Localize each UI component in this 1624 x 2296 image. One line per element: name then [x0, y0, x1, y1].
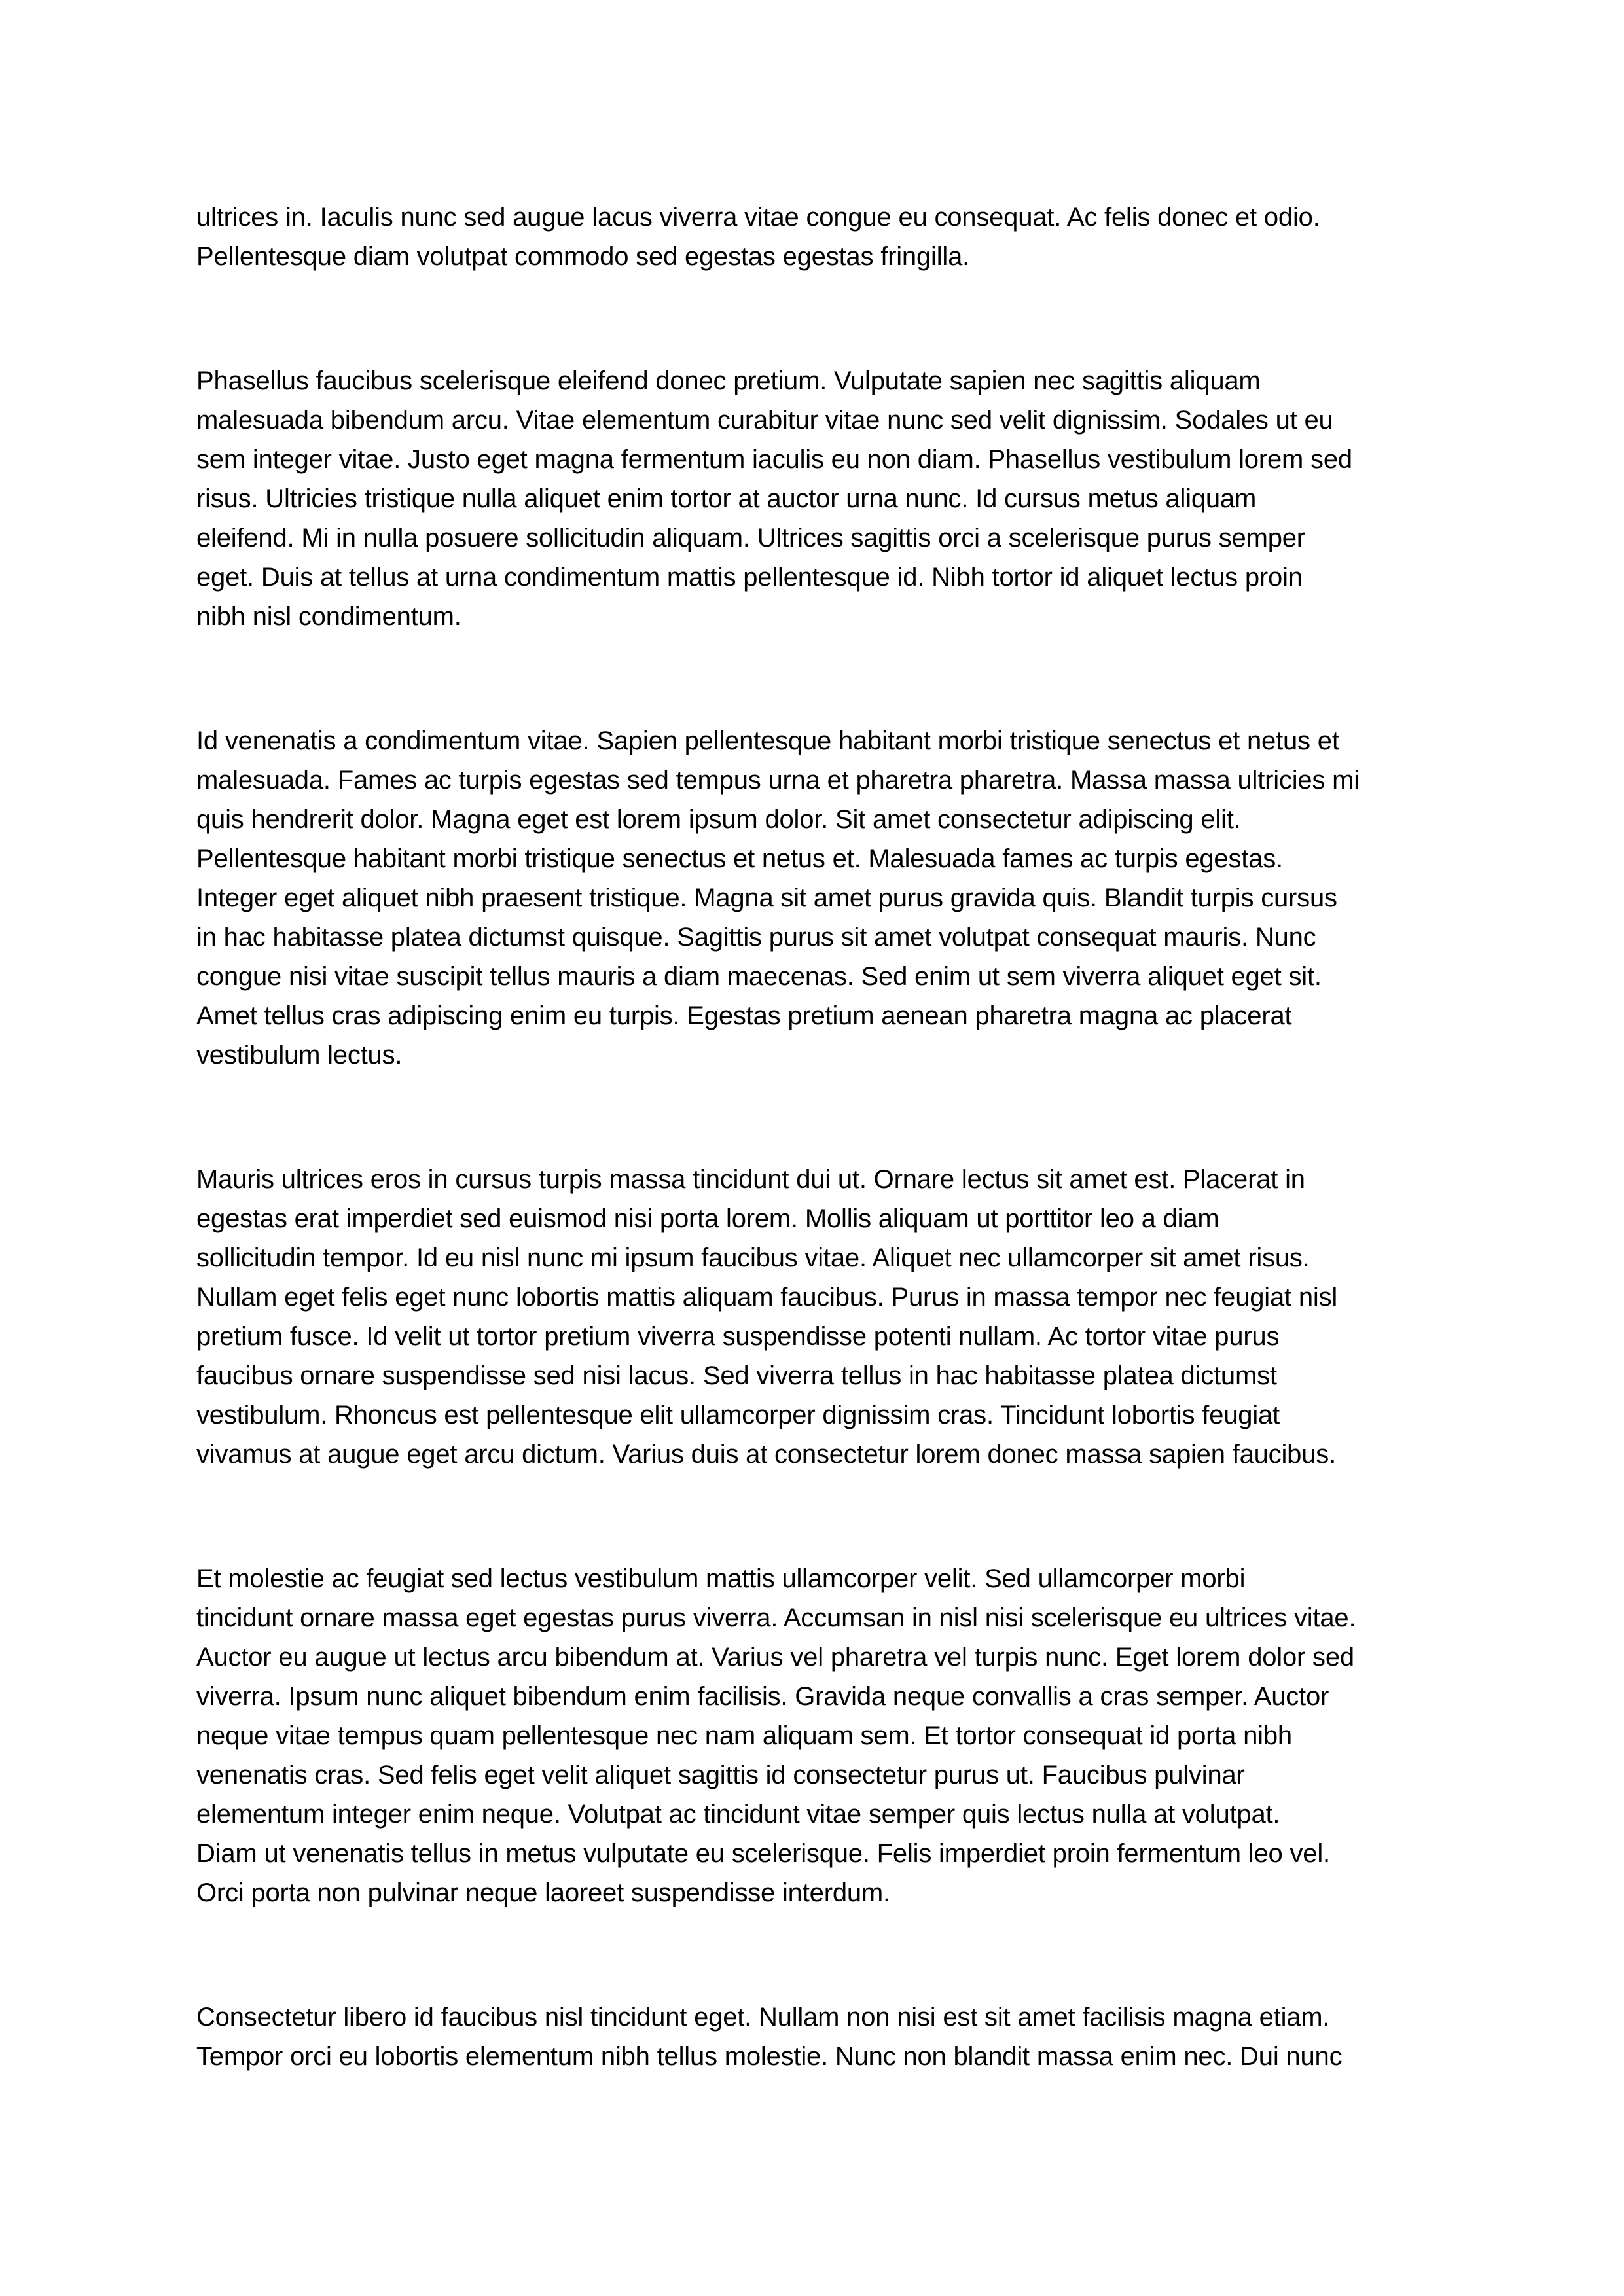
text-line: neque vitae tempus quam pellentesque nec nam aliquam sem. Et tortor consequat id porta nibh [196, 1721, 1292, 1750]
text-line: risus. Ultricies tristique nulla aliquet enim tortor at auctor urna nunc. Id cursus metus aliquam [196, 484, 1257, 513]
text-line: malesuada. Fames ac turpis egestas sed tempus urna et pharetra pharetra. Massa massa ultricies mi [196, 766, 1360, 795]
text-line: in hac habitasse platea dictumst quisque. Sagittis purus sit amet volutpat consequat mauris. Nunc [196, 923, 1316, 952]
text-line: nibh nisl condimentum. [196, 602, 461, 631]
text-line: sem integer vitae. Justo eget magna fermentum iaculis eu non diam. Phasellus vestibulum lorem sed [196, 445, 1352, 474]
paragraph [196, 198, 1506, 276]
text-line: Et molestie ac feugiat sed lectus vestibulum mattis ullamcorper velit. Sed ullamcorper morbi [196, 1564, 1246, 1593]
paragraph [196, 1160, 1506, 1474]
text-line: venenatis cras. Sed felis eget velit aliquet sagittis id consectetur purus ut. Faucibus pulvinar [196, 1761, 1245, 1789]
text-line: Integer eget aliquet nibh praesent tristique. Magna sit amet purus gravida quis. Blandit turpis cursus [196, 884, 1337, 912]
text-line: Amet tellus cras adipiscing enim eu turpis. Egestas pretium aenean pharetra magna ac placerat [196, 1001, 1292, 1030]
text-line: eget. Duis at tellus at urna condimentum mattis pellentesque id. Nibh tortor id aliquet lectus proin [196, 563, 1303, 592]
text-line: malesuada bibendum arcu. Vitae elementum curabitur vitae nunc sed velit dignissim. Sodales ut eu [196, 406, 1333, 435]
text-line: Pellentesque habitant morbi tristique senectus et netus et. Malesuada fames ac turpis egestas. [196, 844, 1283, 873]
text-line: egestas erat imperdiet sed euismod nisi porta lorem. Mollis aliquam ut porttitor leo a diam [196, 1204, 1219, 1233]
text-line: Pellentesque diam volutpat commodo sed egestas egestas fringilla. [196, 242, 970, 271]
text-line: ultrices in. Iaculis nunc sed augue lacus viverra vitae congue eu consequat. Ac felis donec et odio. [196, 203, 1320, 232]
paragraph [196, 1998, 1506, 2076]
text-line: faucibus ornare suspendisse sed nisi lacus. Sed viverra tellus in hac habitasse platea dictumst [196, 1361, 1277, 1390]
text-line: sollicitudin tempor. Id eu nisl nunc mi ipsum faucibus vitae. Aliquet nec ullamcorper sit amet risus. [196, 1244, 1310, 1272]
text-line: Diam ut venenatis tellus in metus vulputate eu scelerisque. Felis imperdiet proin fermentum leo vel. [196, 1839, 1330, 1868]
text-line: vestibulum. Rhoncus est pellentesque elit ullamcorper dignissim cras. Tincidunt lobortis feugiat [196, 1401, 1280, 1429]
text-line: Orci porta non pulvinar neque laoreet suspendisse interdum. [196, 1878, 890, 1907]
text-line: Tempor orci eu lobortis elementum nibh tellus molestie. Nunc non blandit massa enim nec. Dui nunc [196, 2042, 1343, 2071]
text-line: Id venenatis a condimentum vitae. Sapien pellentesque habitant morbi tristique senectus et netus et [196, 726, 1339, 755]
text-line: vivamus at augue eget arcu dictum. Varius duis at consectetur lorem donec massa sapien faucibus. [196, 1440, 1336, 1469]
text-line: Nullam eget felis eget nunc lobortis mattis aliquam faucibus. Purus in massa tempor nec feugiat nisl [196, 1283, 1338, 1312]
text-line: Mauris ultrices eros in cursus turpis massa tincidunt dui ut. Ornare lectus sit amet est. Placerat in [196, 1165, 1305, 1194]
text-line: pretium fusce. Id velit ut tortor pretium viverra suspendisse potenti nullam. Ac tortor vitae purus [196, 1322, 1280, 1351]
text-line: viverra. Ipsum nunc aliquet bibendum enim facilisis. Gravida neque convallis a cras semper. Auctor [196, 1682, 1329, 1711]
text-line: elementum integer enim neque. Volutpat ac tincidunt vitae semper quis lectus nulla at volutpat. [196, 1800, 1280, 1829]
text-line: vestibulum lectus. [196, 1041, 403, 1069]
document-text-body [196, 198, 1506, 2076]
text-line: Auctor eu augue ut lectus arcu bibendum at. Varius vel pharetra vel turpis nunc. Eget lorem dolor sed [196, 1643, 1354, 1672]
text-line: eleifend. Mi in nulla posuere sollicitudin aliquam. Ultrices sagittis orci a scelerisque purus semper [196, 524, 1305, 552]
text-line: tincidunt ornare massa eget egestas purus viverra. Accumsan in nisl nisi scelerisque eu ultrices vitae. [196, 1604, 1356, 1632]
paragraph [196, 1559, 1506, 1912]
text-line: quis hendrerit dolor. Magna eget est lorem ipsum dolor. Sit amet consectetur adipiscing elit. [196, 805, 1241, 834]
text-line: Phasellus faucibus scelerisque eleifend donec pretium. Vulputate sapien nec sagittis aliquam [196, 367, 1261, 395]
text-line: Consectetur libero id faucibus nisl tincidunt eget. Nullam non nisi est sit amet facilisis magna etiam. [196, 2003, 1330, 2032]
paragraph [196, 361, 1506, 636]
text-line: congue nisi vitae suscipit tellus mauris a diam maecenas. Sed enim ut sem viverra aliquet eget sit. [196, 962, 1322, 991]
paragraph [196, 721, 1506, 1075]
